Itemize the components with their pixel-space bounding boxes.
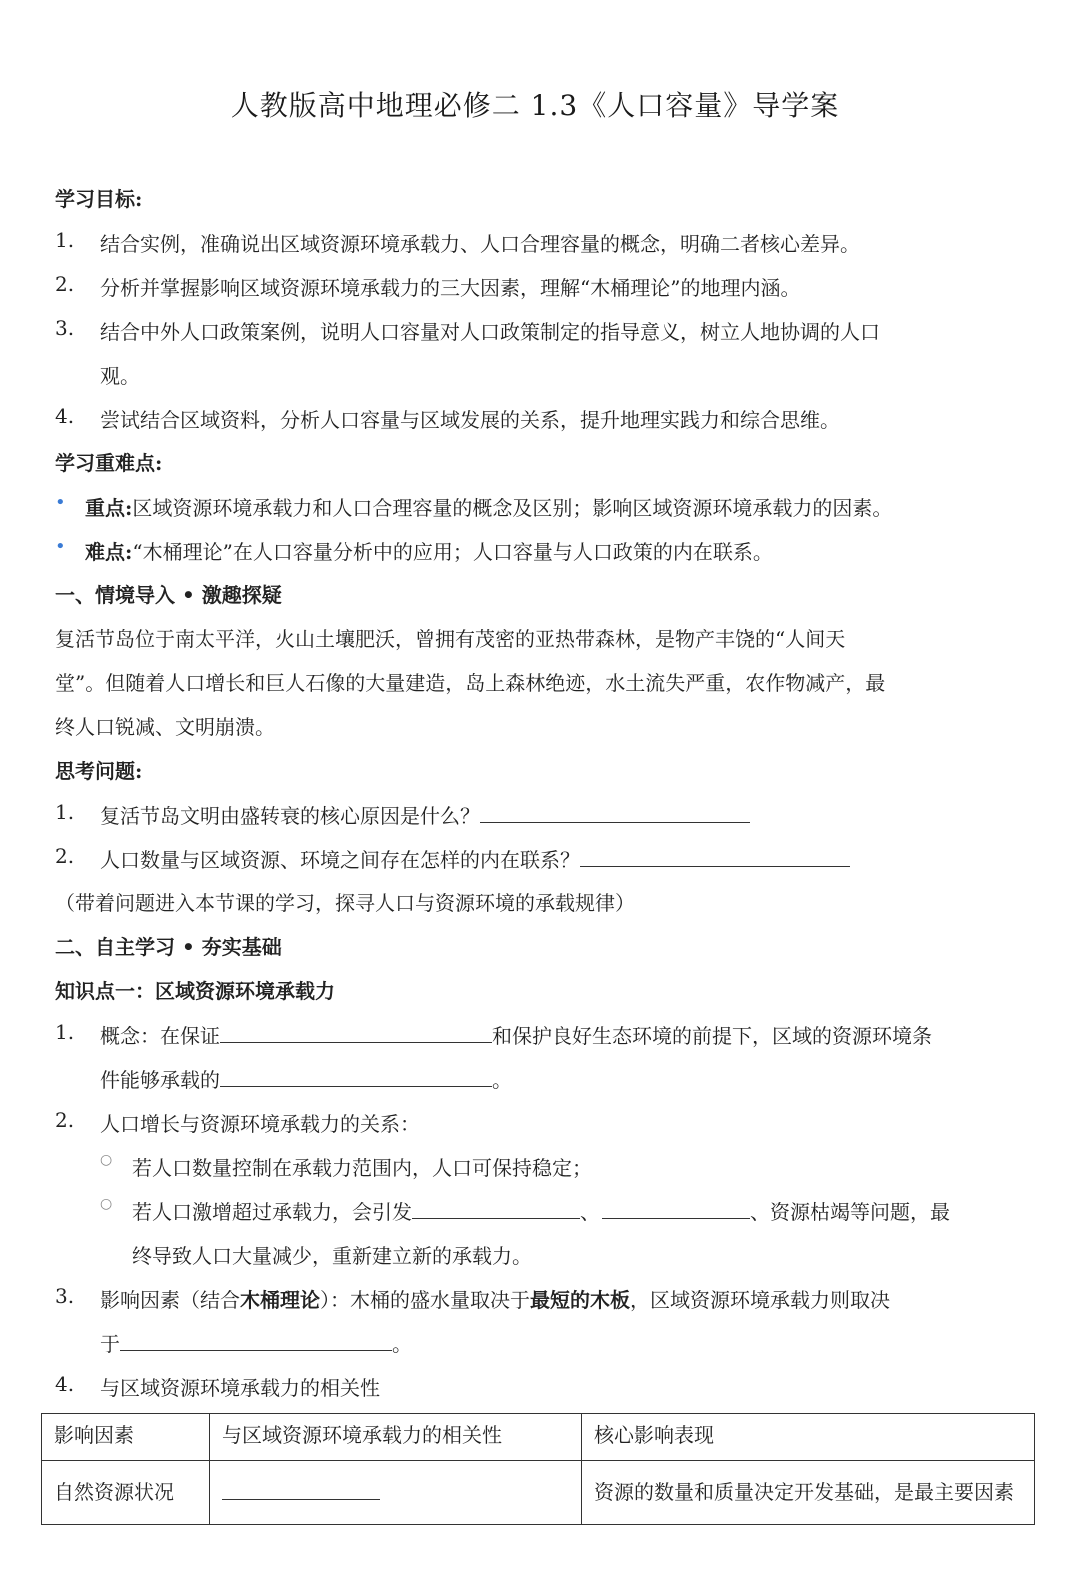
intro-paragraph-line: 堂”。但随着人口增长和巨人石像的大量建造，岛上森林绝迹，水土流失严重，农作物减产，最 bbox=[55, 671, 886, 695]
fill-blank[interactable] bbox=[602, 1196, 750, 1219]
fill-blank[interactable] bbox=[220, 1064, 492, 1087]
think-heading: 思考问题: bbox=[55, 759, 143, 783]
table-header-cell: 核心影响表现 bbox=[582, 1414, 1035, 1461]
keypoint-text: 区域资源环境承载力和人口合理容量的概念及区别；影响区域资源环境承载力的因素。 bbox=[132, 496, 893, 520]
bullet-icon: • bbox=[55, 492, 66, 513]
factor-text: ）：木桶的盛水量取决于 bbox=[320, 1288, 530, 1312]
guide-note: （带着问题进入本节课的学习，探寻人口与资源环境的承载规律） bbox=[55, 891, 635, 915]
intro-paragraph-line: 复活节岛位于南太平洋，火山土壤肥沃，曾拥有茂密的亚热带森林，是物产丰饶的“人间天 bbox=[55, 627, 846, 651]
knowledge-point-heading: 知识点一：区域资源环境承载力 bbox=[55, 979, 335, 1003]
fill-blank[interactable] bbox=[222, 1471, 380, 1500]
fill-blank[interactable] bbox=[220, 1020, 492, 1043]
difficulty-text: “木桶理论”在人口容量分析中的应用；人口容量与人口政策的内在联系。 bbox=[132, 540, 773, 564]
fill-blank[interactable] bbox=[412, 1196, 580, 1219]
page-title: 人教版高中地理必修二 1.3《人口容量》导学案 bbox=[230, 89, 840, 122]
table-cell[interactable] bbox=[210, 1461, 582, 1525]
table-row bbox=[42, 1461, 1035, 1525]
circle-bullet-icon: ○ bbox=[100, 1152, 113, 1168]
objective-number: 2. bbox=[55, 272, 75, 296]
objective-text-continued: 观。 bbox=[100, 364, 140, 388]
answer-blank[interactable] bbox=[480, 800, 750, 823]
circle-bullet-icon: ○ bbox=[100, 1196, 113, 1212]
concept-text: 概念：在保证 bbox=[100, 1024, 220, 1048]
objective-text: 分析并掌握影响区域资源环境承载力的三大因素，理解“木桶理论”的地理内涵。 bbox=[100, 276, 801, 300]
relation-sub-text: 若人口数量控制在承载力范围内，人口可保持稳定； bbox=[132, 1156, 592, 1180]
objective-text: 结合中外人口政策案例，说明人口容量对人口政策制定的指导意义，树立人地协调的人口 bbox=[100, 320, 880, 344]
table-cell: 资源的数量和质量决定开发基础，是最主要因素 bbox=[582, 1461, 1035, 1525]
factor-table bbox=[41, 1413, 1035, 1525]
table-cell: 自然资源状况 bbox=[42, 1461, 210, 1525]
document-page: 人教版高中地理必修二 1.3《人口容量》导学案 学习目标: 1. 结合实例，准确说出区域资源环境承载力、人口合理容量的概念，明确二者核心差异。 2. 分析并掌握影响区域资源环境承载力的三大因素，理解“木桶理论”的地理内涵。 3. 结合中外人口政策案例，说明人口容量对人口政策制定的指导意义，树立人地协调的人口 观。 4. 尝试结合区域资料，分析人口容量与区域发展的关系，提升地理实践力和综合思维。 学习重难点: • 重点:区域资源环境承载力和人口合理容量的概念及区别；影响区域资源环境承载力的因素。 • 难点:“木桶理论”在人口容量分析中的应用；人口容量与人口政策的内在联系。 一、情境导入 • 激趣探疑 复活节岛位于南太平洋，火山土壤肥沃，曾拥有茂密的亚热带森林，是物产丰饶的“人间天 堂”。但随着人口增长和巨人石像的大量建造，岛上森林绝迹，水土流失严重，农作物减产，最 终人口锐减、文明崩溃。 思考问题: 1. 复活节岛文明由盛转衰的核心原因是什么？ 2. 人口数量与区域资源、环境之间存在怎样的内在联系？ （带着问题进入本节课的学习，探寻人口与资源环境的承载规律） 二、自主学习 • 夯实基础 知识点一：区域资源环境承载力 1. 概念：在保证 和保护良好生态环境的前提下，区域的资源环境条 件能够承载的 。 2. 人口增长与资源环境承载力的关系： ○ 若人口数量控制在承载力范围内，人口可保持稳定； ○ 若人口激增超过承载力，会引发 、 、资源枯竭等问题，最 终导致人口大量减少，重新建立新的承载力。 3. 影响因素（结合木桶理论）：木桶的盛水量取决于最短的木板，区域资源环境承载力则取决 于 。 4. 与区域资源环境承载力的相关性 影响因素 与区域资源环境承载力的相关性 核心影响表现 自然资源状况 资源的数量和质量决定开发基础，是最主要因素 bbox=[0, 0, 1070, 1573]
factor-text: 影响因素（结合 bbox=[100, 1288, 240, 1312]
section2-heading: 二、自主学习 • 夯实基础 bbox=[55, 935, 282, 959]
correlation-text: 与区域资源环境承载力的相关性 bbox=[100, 1376, 380, 1400]
relation-text: 人口增长与资源环境承载力的关系： bbox=[100, 1112, 420, 1136]
relation-sub-text: 、资源枯竭等问题，最 bbox=[750, 1200, 950, 1224]
objective-number: 3. bbox=[55, 316, 75, 340]
factor-bold-text: 木桶理论 bbox=[240, 1288, 320, 1312]
relation-sub-text: 终导致人口大量减少，重新建立新的承载力。 bbox=[132, 1244, 532, 1268]
objective-number: 4. bbox=[55, 404, 75, 428]
section1-heading: 一、情境导入 • 激趣探疑 bbox=[55, 583, 282, 607]
objectives-heading: 学习目标: bbox=[55, 187, 143, 211]
table-header-cell: 影响因素 bbox=[42, 1414, 210, 1461]
keypoint-label: 重点: bbox=[85, 496, 133, 520]
fill-blank[interactable] bbox=[120, 1328, 392, 1351]
answer-blank[interactable] bbox=[580, 844, 850, 867]
objective-text: 结合实例，准确说出区域资源环境承载力、人口合理容量的概念，明确二者核心差异。 bbox=[100, 232, 860, 256]
factor-text: ，区域资源环境承载力则取决 bbox=[630, 1288, 890, 1312]
question-text: 人口数量与区域资源、环境之间存在怎样的内在联系？ bbox=[100, 848, 580, 872]
table-header-row bbox=[42, 1414, 1035, 1461]
table-header-cell: 与区域资源环境承载力的相关性 bbox=[210, 1414, 582, 1461]
objective-text: 尝试结合区域资料，分析人口容量与区域发展的关系，提升地理实践力和综合思维。 bbox=[100, 408, 840, 432]
concept-text: 件能够承载的 bbox=[100, 1068, 220, 1092]
intro-paragraph-line: 终人口锐减、文明崩溃。 bbox=[55, 715, 275, 739]
difficulty-label: 难点: bbox=[85, 540, 133, 564]
relation-sub-text: 若人口激增超过承载力，会引发 bbox=[132, 1200, 412, 1224]
question-text: 复活节岛文明由盛转衰的核心原因是什么？ bbox=[100, 804, 480, 828]
factor-bold-text: 最短的木板 bbox=[530, 1288, 630, 1312]
concept-text: 和保护良好生态环境的前提下，区域的资源环境条 bbox=[492, 1024, 932, 1048]
objective-number: 1. bbox=[55, 228, 75, 252]
bullet-icon: • bbox=[55, 536, 66, 557]
keypoints-heading: 学习重难点: bbox=[55, 451, 163, 475]
